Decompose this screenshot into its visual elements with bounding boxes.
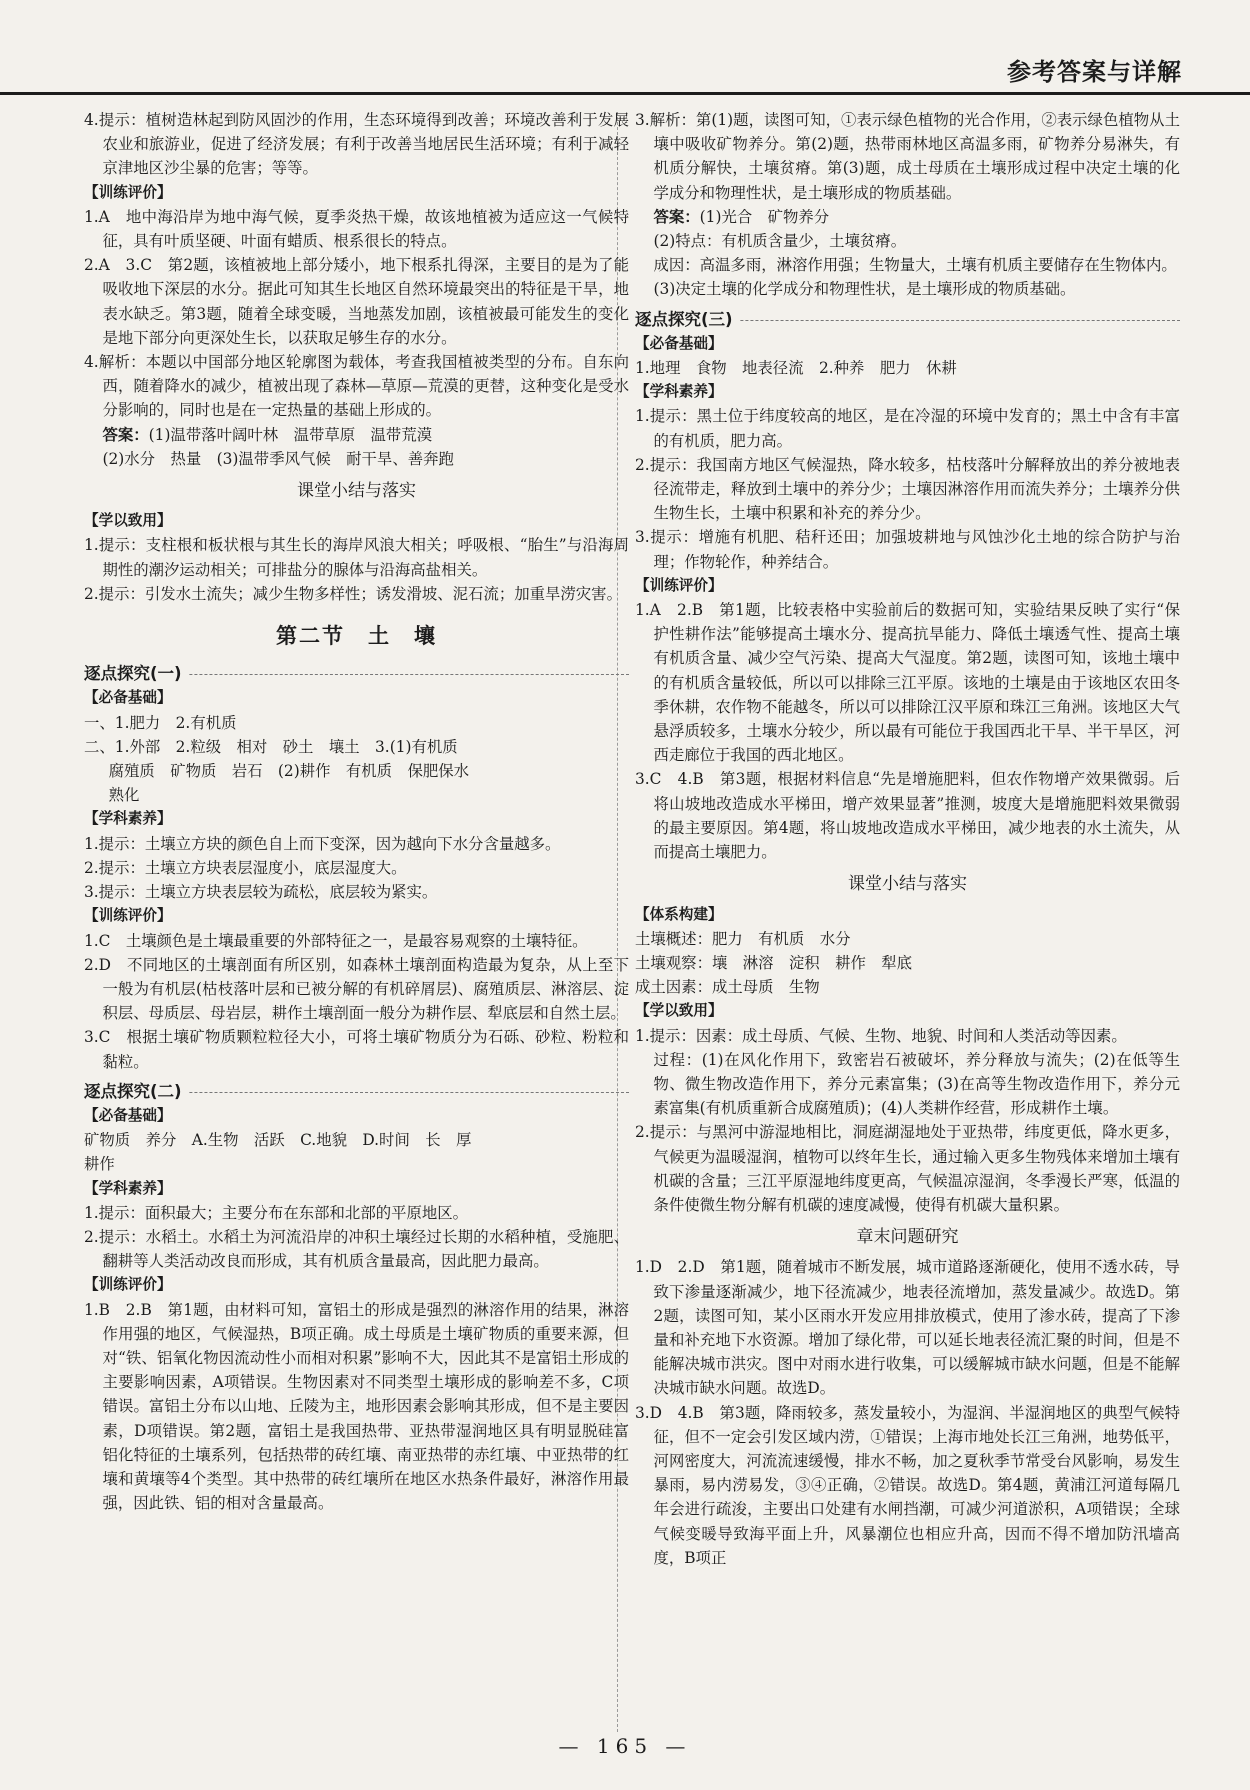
paragraph: 2.A 3.C 第2题，该植被地上部分矮小，地下根系扎得深，主要目的是为了能吸收地下深层的水分。据此可知其生长地区自然环境最突出的特征是干旱，地表水缺乏。第3题，随着全球变暖，当地蒸发加剧，该植被最可能发生的变化是地下部分向更深处生长，以获取足够生存的水分。: [84, 256, 629, 347]
answer-text: (2)特点：有机质含量少，土壤贫瘠。: [653, 232, 907, 251]
basic-line: 熟化: [108, 786, 140, 805]
page-number: — 165 —: [558, 1734, 692, 1758]
paragraph: 1.D 2.D 第1题，随着城市不断发展，城市道路逐渐硬化，使用不透水砖，导致下渗量逐渐减少，地下径流减少，地表径流增加，蒸发量减少。故选D。第2题，读图可知，某小区雨水开发应用排放模式，使用了渗水砖，提高了下渗量和补充地下水资源。增加了绿化带，可以延长地表径流汇聚的时间，但是不能解决城市洪灾。图中对雨水进行收集，可以缓解城市缺水问题，但是不能解决城市缺水问题。故选D。: [635, 1258, 1180, 1398]
point-heading: 逐点探究(一): [84, 662, 629, 686]
answer-label: 答案：: [102, 425, 149, 444]
paragraph: 2.提示：我国南方地区气候湿热，降水较多，枯枝落叶分解释放出的养分被地表径流带走，释放到土壤中的养分少；土壤因淋溶作用而流失养分；土壤养分供生物生长，土壤中积累和补充的养分少。: [635, 455, 1180, 523]
paragraph: 3.解析：第(1)题，读图可知，①表示绿色植物的光合作用，②表示绿色植物从土壤中吸收矿物养分。第(2)题，热带雨林地区高温多雨，矿物养分易淋失，有机质分解快，土壤贫瘠。第(3)题，成土母质在土壤形成过程中决定土壤的化学成分和物理性状，是土壤形成的物质基础。: [635, 111, 1180, 202]
paragraph: 2.D 不同地区的土壤剖面有所区别，如森林土壤剖面构造最为复杂，从上至下一般为有机层(枯枝落叶层和已被分解的有机碎屑层)、腐殖质层、淋溶层、淀积层、母质层、母岩层，耕作土壤剖面一般分为耕作层、犁底层和自然土层。: [84, 955, 629, 1023]
paragraph: 3.C 根据土壤矿物质颗粒粒径大小，可将土壤矿物质分为石砾、砂粒、粉粒和黏粒。: [84, 1028, 629, 1071]
paragraph: 2.提示：土壤立方块表层湿度小，底层湿度大。: [84, 858, 407, 877]
section-title: 第二节 土 壤: [276, 624, 437, 649]
basic-line: 腐殖质 矿物质 岩石 (2)耕作 有机质 保肥保水: [108, 762, 470, 781]
right-column: [635, 108, 1180, 1570]
sub-heading: 章末问题研究: [856, 1227, 959, 1248]
tag-apply: 【学以致用】: [635, 1002, 723, 1020]
paragraph: 1.提示：土壤立方块的颜色自上而下变深，因为越向下水分含量越多。: [84, 834, 561, 853]
tag-basic: 【必备基础】: [84, 689, 172, 707]
point-heading: 逐点探究(二): [84, 1080, 629, 1104]
sub-heading: 课堂小结与落实: [848, 874, 967, 895]
basic-line: 1.地理 食物 地表径流 2.种养 肥力 休耕: [635, 359, 957, 378]
paragraph: 1.提示：因素：成土母质、气候、生物、地貌、时间和人类活动等因素。: [635, 1026, 1127, 1045]
answer-text: (2)水分 热量 (3)温带季风气候 耐干旱、善奔跑: [102, 449, 454, 468]
paragraph: 4.提示：植树造林起到防风固沙的作用，生态环境得到改善；环境改善利于发展农业和旅游业，促进了经济发展；有利于改善当地居民生活环境；有利于减轻京津地区沙尘暴的危害；等等。: [84, 111, 629, 178]
paragraph: 1.A 2.B 第1题，比较表格中实验前后的数据可知，实验结果反映了实行“保护性耕作法”能够提高土壤水分、提高抗旱能力、降低土壤透气性、提高土壤有机质含量、减少空气污染、提高大气湿度。第2题，读图可知，该地土壤中的有机质含量较低，所以可以排除三江平原。该地的土壤是由于该地区农田冬季休耕，农作物不能越冬，所以可以排除江汉平原和珠江三角洲。该地区大气悬浮质较多，土壤水分较少，所以最有可能位于我国西北干旱、半干旱区，河西走廊位于我国的西北地区。: [635, 601, 1180, 765]
basic-line: 耕作: [84, 1155, 115, 1174]
system-line: 土壤观察：壤 淋溶 淀积 耕作 犁底: [635, 953, 913, 972]
paragraph: 3.C 4.B 第3题，根据材料信息“先是增施肥料，但农作物增产效果微弱。后将山坡地改造成水平梯田，增产效果显著”推测，坡度大是增施肥料效果微弱的最主要原因。第4题，将山坡地改造成水平梯田，减少地表的水土流失，从而提高土壤肥力。: [635, 770, 1180, 862]
basic-line: 二、1.外部 2.粒级 相对 砂土 壤土 3.(1)有机质: [84, 737, 458, 756]
tag-system: 【体系构建】: [635, 905, 723, 923]
paragraph: 3.D 4.B 第3题，降雨较多，蒸发量较小，为湿润、半湿润地区的典型气候特征，但不一定会引发区域内涝，①错误；上海市地处长江三角洲，地势低平，河网密度大，河流流速缓慢，排水不畅，加之夏秋季节常受台风影响，易发生暴雨，易内涝易发，③④正确，②错误。故选D。第4题，黄浦江河道每隔几年会进行疏浚，主要出口处建有水闸挡潮，可减少河道淤积，A项错误；全球气候变暖导致海平面上升，风暴潮位也相应升高，因而不得不增加防汛墙高度，B项正: [635, 1403, 1180, 1567]
paragraph: 1.提示：面积最大；主要分布在东部和北部的平原地区。: [84, 1203, 469, 1222]
paragraph: 1.A 地中海沿岸为地中海气候，夏季炎热干燥，故该地植被为适应这一气候特征，具有叶质坚硬、叶面有蜡质、根系很长的特点。: [84, 207, 629, 251]
paragraph: 1.C 土壤颜色是土壤最重要的外部特征之一，是最容易观察的土壤特征。: [84, 931, 588, 950]
answer-text: (1)光合 矿物养分: [699, 207, 830, 226]
system-line: 成土因素：成土母质 生物: [635, 978, 820, 997]
tag-quality: 【学科素养】: [635, 383, 723, 401]
tag-train: 【训练评价】: [84, 1276, 172, 1294]
paragraph: 3.提示：增施有机肥、秸秆还田；加强坡耕地与风蚀沙化土地的综合防护与治理；作物轮作，种养结合。: [635, 528, 1180, 571]
basic-line: 一、1.肥力 2.有机质: [84, 713, 237, 732]
paragraph: 4.解析：本题以中国部分地区轮廓图为载体，考查我国植被类型的分布。自东向西，随着降水的减少，植被出现了森林—草原—荒漠的更替，这种变化是受水分影响的，同时也是在一定热量的基础上形成的。: [84, 353, 629, 420]
header-rule: [0, 92, 1250, 95]
paragraph: 2.提示：引发水土流失；减少生物多样性；诱发滑坡、泥石流；加重旱涝灾害。: [84, 584, 622, 603]
paragraph: 1.提示：支柱根和板状根与其生长的海岸风浪大相关；呼吸根、“胎生”与沿海周期性的潮汐运动相关；可排盐分的腺体与沿海高盐相关。: [84, 536, 629, 579]
answer-text: (3)决定土壤的化学成分和物理性状，是土壤形成的物质基础。: [653, 280, 1076, 299]
tag-apply: 【学以致用】: [84, 512, 172, 530]
paragraph: 2.提示：与黑河中游湿地相比，洞庭湖湿地处于亚热带，纬度更低，降水更多，气候更为温暖湿润，植物可以终年生长，通过输入更多生物残体来增加土壤有机碳的含量；三江平原湿地纬度更高，气候温凉湿润，冬季漫长严寒，低温的条件使微生物分解有机碳的速度减慢，使得有机碳大量积累。: [635, 1123, 1180, 1214]
tag-basic: 【必备基础】: [635, 334, 723, 352]
paragraph: 3.提示：土壤立方块表层较为疏松，底层较为紧实。: [84, 883, 438, 902]
tag-quality: 【学科素养】: [84, 1179, 172, 1197]
tag-quality: 【学科素养】: [84, 810, 172, 828]
paragraph: 过程：(1)在风化作用下，致密岩石被破坏，养分释放与流失；(2)在低等生物、微生物改造作用下，养分元素富集；(3)在高等生物改造作用下，养分元素富集(有机质重新合成腐殖质)；(4)人类耕作经营，形成耕作土壤。: [653, 1050, 1180, 1118]
paragraph: 1.提示：黑土位于纬度较高的地区，是在冷湿的环境中发育的；黑土中含有丰富的有机质，肥力高。: [635, 407, 1180, 450]
paragraph: 2.提示：水稻土。水稻土为河流沿岸的冲积土壤经过长期的水稻种植，受施肥、翻耕等人类活动改良而形成，其有机质含量最高，因此肥力最高。: [84, 1227, 629, 1271]
point-heading: 逐点探究(三): [635, 308, 1180, 332]
tag-train: 【训练评价】: [635, 576, 723, 594]
tag-train: 【训练评价】: [84, 907, 172, 925]
paragraph: 1.B 2.B 第1题，由材料可知，富铝土的形成是强烈的淋溶作用的结果，淋溶作用强的地区，气候湿热，B项正确。成土母质是土壤矿物质的重要来源，但对“铁、铝氧化物因流动性小而相对积累”影响不大，因此其不是富铝土形成的主要影响因素，A项错误。生物因素对不同类型土壤形成的影响差不多，C项错误。富铝土分布以山地、丘陵为主，地形因素会影响其形成，但不是主要因素，D项错误。第2题，富铝土是我国热带、亚热带湿润地区具有明显脱硅富铝化特征的土壤系列，包括热带的砖红壤、南亚热带的赤红壤、中亚热带的红壤和黄壤等4个类型。其中热带的砖红壤所在地区水热条件最好，淋溶作用最强，因此铁、铝的相对含量最高。: [84, 1300, 629, 1513]
left-column: [84, 108, 629, 1515]
answer-text: 成因：高温多雨，淋溶作用强；生物量大，土壤有机质主要储存在生物体内。: [653, 256, 1177, 275]
sub-heading: 课堂小结与落实: [297, 481, 416, 502]
tag-train: 【训练评价】: [84, 183, 172, 201]
tag-basic: 【必备基础】: [84, 1106, 172, 1124]
header-title: 参考答案与详解: [1007, 58, 1182, 86]
basic-line: 矿物质 养分 A.生物 活跃 C.地貌 D.时间 长 厚: [84, 1131, 472, 1150]
system-line: 土壤概述：肥力 有机质 水分: [635, 929, 851, 948]
answer-text: (1)温带落叶阔叶林 温带草原 温带荒漠: [148, 425, 433, 444]
answer-label: 答案：: [653, 207, 700, 226]
